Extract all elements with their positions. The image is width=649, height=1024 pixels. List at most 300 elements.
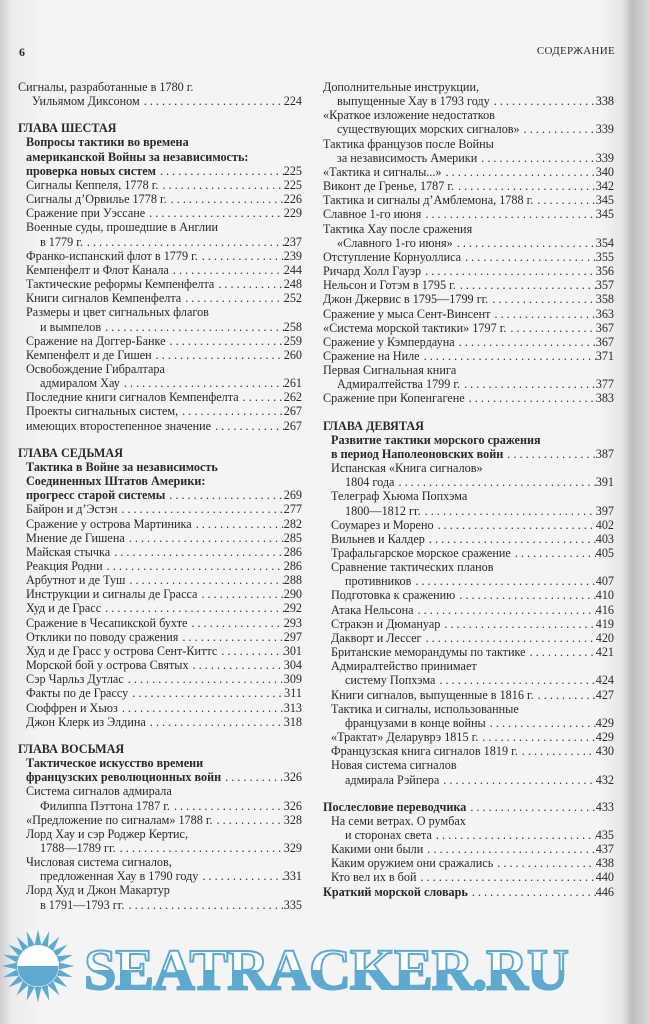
page-ref[interactable]: 292: [283, 601, 302, 616]
toc-entry[interactable]: [323, 179, 614, 193]
page-ref[interactable]: 354: [595, 235, 614, 250]
toc-entry[interactable]: [18, 883, 302, 911]
toc-entry-text: Развитие тактики морского сражения: [331, 432, 541, 447]
toc-entry-text: Филиппа Пэттона 1787 г.: [40, 798, 170, 813]
toc-entry[interactable]: [18, 855, 302, 883]
toc-entry-text: Инструкции и сигналы де Грасса: [26, 587, 198, 602]
toc-entry-text: Тактика и сигналы д’Амблемона, 1788 г.: [323, 193, 534, 208]
dot-leader: [420, 349, 596, 363]
toc-entry-text: Дополнительные инструкции,: [323, 80, 480, 94]
toc-entry[interactable]: [323, 250, 614, 264]
page-ref[interactable]: 440: [595, 870, 614, 885]
toc-entry[interactable]: [323, 80, 614, 108]
toc-entry[interactable]: [18, 277, 302, 291]
toc-entry-text: Сигналы д’Орвилье 1778 г.: [26, 192, 167, 207]
toc-entry-text: в 1779 г.: [40, 234, 83, 249]
page-ref[interactable]: 402: [595, 517, 614, 532]
page-ref[interactable]: 326: [283, 770, 302, 785]
dot-leader: [455, 588, 595, 602]
page-ref[interactable]: 363: [595, 306, 614, 321]
dot-leader: [170, 799, 284, 813]
dot-leader: [118, 701, 284, 715]
toc-entry[interactable]: [323, 730, 614, 744]
toc-entry[interactable]: [323, 363, 614, 391]
toc-entry[interactable]: [323, 532, 614, 546]
toc-entry-text: Франко-испанский флот в 1779 г.: [26, 248, 198, 263]
page-ref[interactable]: 252: [283, 291, 302, 306]
sun-ray: [8, 945, 23, 957]
toc-entry[interactable]: [323, 603, 614, 617]
page-ref[interactable]: 326: [283, 798, 302, 813]
toc-entry-text: Худ и де Грасс у острова Сент-Киттс: [26, 643, 218, 658]
toc-entry[interactable]: [18, 390, 302, 404]
dot-leader: [503, 447, 595, 461]
toc-entry-text: Тактика Хау после сражения: [323, 221, 473, 236]
toc-entry-text: Нельсон и Готэм в 1795 г.: [323, 278, 456, 293]
toc-entry-text: Морской бой у острова Святых: [26, 658, 189, 673]
chapter-heading: ГЛАВА ВОСЬМАЯ: [18, 741, 125, 756]
toc-entry[interactable]: [18, 305, 302, 333]
toc-entry[interactable]: [18, 404, 302, 418]
toc-entry-text: Кто вел их в бой: [331, 870, 417, 885]
toc-entry-text: Книги сигналов Кемпенфелта: [26, 291, 182, 306]
toc-entry[interactable]: [323, 842, 614, 856]
page-ref[interactable]: 297: [283, 629, 302, 644]
toc-entry-text: Проекты сигнальных систем,: [26, 404, 179, 419]
sun-ray: [17, 936, 29, 951]
toc-entry-text: Ричард Холл Гауэр: [323, 264, 422, 279]
toc-entry[interactable]: [18, 80, 302, 108]
dot-leader: [165, 488, 283, 502]
toc-entry-text: 1800—1812 гг.: [345, 503, 421, 518]
toc-entry[interactable]: [18, 178, 302, 192]
page-ref[interactable]: 340: [595, 164, 614, 179]
dot-leader: [189, 658, 284, 672]
page-ref[interactable]: 421: [595, 645, 614, 660]
toc-entry[interactable]: [18, 601, 302, 615]
toc-right-column: [323, 80, 614, 899]
toc-entry[interactable]: [323, 207, 614, 221]
toc-entry-text: Реакция Родни: [26, 559, 103, 573]
toc-entry-text: «Тактика и сигналы...»: [323, 164, 442, 179]
page-ref[interactable]: 286: [283, 559, 302, 573]
toc-entry-text: «Предложение по сигналам» 1788 г.: [26, 812, 213, 827]
toc-entry[interactable]: [18, 135, 302, 177]
toc-entry-text: 1804 года: [345, 475, 395, 490]
dot-leader: [192, 517, 284, 531]
toc-entry[interactable]: [323, 193, 614, 207]
toc-entry[interactable]: [323, 688, 614, 702]
page-ref[interactable]: 293: [283, 615, 302, 630]
toc-entry[interactable]: [323, 588, 614, 602]
toc-entry-text: Испанская «Книга сигналов»: [331, 461, 483, 476]
toc-entry[interactable]: [323, 137, 614, 165]
toc-entry[interactable]: [323, 278, 614, 292]
toc-entry-text: адмиралом Хау: [40, 376, 120, 391]
toc-entry-text: адмирала Рэйпера: [345, 772, 440, 787]
dot-leader: [187, 616, 283, 630]
toc-entry-text: Сражение на Ниле: [323, 348, 420, 363]
page-ref[interactable]: 403: [595, 531, 614, 546]
page-ref[interactable]: 387: [595, 446, 614, 461]
toc-entry-text: Байрон и д’Эстэн: [26, 502, 118, 517]
toc-entry-text: Сигналы Кеппеля, 1778 г.: [26, 177, 159, 192]
toc-entry[interactable]: [323, 307, 614, 321]
toc-entry-text: Тактика и сигналы, использованные: [331, 701, 519, 716]
toc-left-column: [18, 80, 302, 912]
toc-entry[interactable]: [323, 292, 614, 306]
page-ref[interactable]: 435: [595, 827, 614, 842]
toc-entry-text: Дакворт и Лессег: [331, 630, 422, 645]
dot-leader: [239, 390, 284, 404]
toc-entry-text: Тактика в Войне за независимость: [26, 459, 218, 474]
toc-entry[interactable]: [18, 249, 302, 263]
page-ref[interactable]: 430: [595, 744, 614, 759]
dot-leader: [440, 617, 595, 631]
page-ref[interactable]: 424: [595, 673, 614, 688]
toc-entry-text: Вопросы тактики во времена: [26, 135, 189, 150]
sun-ray: [57, 955, 73, 963]
dot-leader: [453, 236, 596, 250]
page-ref[interactable]: 329: [283, 840, 302, 855]
page-number: 6: [19, 45, 25, 59]
toc-entry-text: Последние книги сигналов Кемпенфелта: [26, 390, 239, 405]
toc-entry[interactable]: [323, 222, 614, 250]
toc-entry[interactable]: [18, 756, 302, 784]
page-ref[interactable]: 262: [283, 390, 302, 405]
page-ref[interactable]: 446: [595, 884, 614, 899]
toc-entry[interactable]: [18, 658, 302, 672]
dot-leader: [533, 193, 595, 207]
page-ref[interactable]: 225: [283, 163, 302, 178]
dot-leader: [198, 869, 283, 883]
dot-leader: [166, 334, 284, 348]
toc-entry[interactable]: [323, 659, 614, 687]
toc-entry-text: Сравнение тактических планов: [331, 560, 494, 575]
page-ref[interactable]: 407: [595, 574, 614, 589]
toc-entry-text: «Трактат» Деларуврэ 1815 г.: [331, 730, 479, 745]
dot-leader: [465, 391, 596, 405]
toc-entry-text: и вымпелов: [40, 319, 102, 334]
dot-leader: [117, 502, 283, 516]
toc-entry[interactable]: [18, 784, 302, 812]
page-ref[interactable]: 420: [595, 630, 614, 645]
dot-leader: [198, 249, 284, 263]
page-ref[interactable]: 383: [595, 391, 614, 406]
toc-entry[interactable]: [18, 672, 302, 686]
toc-entry[interactable]: [323, 870, 614, 884]
toc-entry-text: Кемпенфелт и де Гишен: [26, 347, 152, 362]
page-ref[interactable]: 405: [595, 546, 614, 560]
sun-ray: [53, 945, 68, 957]
dot-leader: [169, 263, 284, 277]
toc-entry-text: систему Попхэма: [345, 673, 436, 688]
toc-entry[interactable]: [18, 616, 302, 630]
toc-entry[interactable]: [18, 291, 302, 305]
page-ref[interactable]: 261: [283, 376, 302, 391]
dot-leader: [490, 94, 596, 108]
page-ref[interactable]: 416: [595, 602, 614, 617]
toc-entry-text: Майская стычка: [26, 544, 111, 559]
toc-entry[interactable]: [18, 263, 302, 277]
toc-entry-text: Тактика французов после Войны: [323, 136, 494, 151]
toc-entry[interactable]: [18, 715, 302, 729]
toc-entry[interactable]: [323, 349, 614, 363]
toc-entry[interactable]: [18, 206, 302, 220]
page-ref[interactable]: 367: [595, 334, 614, 349]
toc-entry-text: Арбутнот и де Туш: [26, 573, 126, 588]
toc-entry[interactable]: [323, 108, 614, 136]
running-title: СОДЕРЖАНИЕ: [536, 45, 615, 57]
toc-entry[interactable]: [323, 856, 614, 870]
toc-entry[interactable]: [18, 460, 302, 502]
toc-entry[interactable]: [18, 334, 302, 348]
toc-entry-text: в 1791—1793 гг.: [40, 897, 125, 912]
page-ref[interactable]: 438: [595, 856, 614, 871]
toc-entry[interactable]: [323, 617, 614, 631]
dot-leader: [217, 644, 283, 658]
toc-entry[interactable]: [323, 321, 614, 335]
toc-entry-text: Сражение на Доггер-Банке: [26, 333, 166, 348]
toc-entry[interactable]: [323, 335, 614, 349]
toc-entry-text: Первая Сигнальная книга: [323, 363, 457, 378]
toc-entry-text: Худ и де Грасс: [26, 601, 102, 616]
toc-entry[interactable]: [323, 800, 614, 814]
toc-entry[interactable]: [323, 264, 614, 278]
dot-leader: [486, 716, 596, 730]
page-ref[interactable]: 410: [595, 588, 614, 603]
toc-entry[interactable]: [18, 559, 302, 573]
toc-entry-text: Кемпенфелт и Флот Канала: [26, 262, 169, 277]
toc-entry-text: Соумарез и Морено: [331, 517, 434, 532]
toc-entry-text: проверка новых систем: [26, 163, 156, 178]
toc-entry[interactable]: [323, 702, 614, 730]
toc-entry[interactable]: [323, 560, 614, 588]
toc-entry-text: Соединенных Штатов Америки:: [26, 474, 206, 489]
toc-entry-text: Трафальгарское морское сражение: [331, 546, 511, 560]
toc-entry-text: Сражение в Чесапикской бухте: [26, 615, 188, 630]
toc-entry[interactable]: [323, 391, 614, 405]
dot-leader: [411, 574, 595, 588]
toc-entry[interactable]: [18, 573, 302, 587]
toc-entry-text: Подготовка к сражению: [331, 588, 456, 603]
watermark-text: SEATRACKER.RU: [84, 932, 644, 1008]
page-ref[interactable]: 224: [283, 94, 302, 109]
page-ref[interactable]: 335: [283, 897, 302, 912]
toc-entry[interactable]: [18, 517, 302, 531]
page-ref[interactable]: 277: [283, 502, 302, 517]
toc-entry[interactable]: [323, 814, 614, 842]
sun-ray: [3, 969, 19, 977]
toc-entry-text: Тактическое искусство времени: [26, 756, 204, 771]
dot-leader: [101, 320, 284, 334]
toc-entry[interactable]: [18, 686, 302, 700]
page-ref[interactable]: 311: [284, 686, 302, 701]
toc-entry[interactable]: [18, 531, 302, 545]
page-ref[interactable]: 433: [595, 799, 614, 814]
page-ref[interactable]: 367: [595, 320, 614, 335]
toc-entry-text: Сражение у мыса Сент-Винсент: [323, 306, 491, 321]
dot-leader: [214, 277, 283, 291]
toc-entry-text: Сражение при Уэссане: [26, 206, 146, 221]
page-ref[interactable]: 345: [595, 193, 614, 208]
dot-leader: [110, 545, 284, 559]
toc-entry-text: Размеры и цвет сигнальных флагов: [26, 305, 209, 320]
page-ref[interactable]: 282: [283, 516, 302, 531]
dot-leader: [213, 813, 284, 827]
dot-leader: [221, 770, 284, 784]
page-ref[interactable]: 328: [283, 812, 302, 827]
dot-leader: [518, 744, 596, 758]
toc-entry-text: Адмиралтейства 1799 г.: [337, 377, 461, 392]
dot-leader: [101, 601, 284, 615]
dot-leader: [434, 518, 596, 532]
toc-entry[interactable]: [18, 630, 302, 644]
toc-entry-text: Сигналы, разработанные в 1780 г.: [18, 80, 194, 94]
dot-leader: [478, 730, 595, 744]
page-ref[interactable]: 357: [595, 278, 614, 293]
dot-leader: [116, 841, 284, 855]
page-ref[interactable]: 285: [283, 530, 302, 545]
page-ref[interactable]: 237: [283, 234, 302, 249]
toc-entry-text: в период Наполеоновских войн: [331, 446, 504, 461]
sun-ray: [8, 976, 23, 988]
toc-entry[interactable]: [18, 419, 302, 433]
dot-leader: [432, 828, 596, 842]
page-ref[interactable]: 339: [595, 122, 614, 137]
toc-entry[interactable]: [323, 461, 614, 489]
toc-entry-text: и сторонах света: [345, 827, 432, 842]
toc-entry[interactable]: [18, 827, 302, 855]
dot-leader: [511, 546, 596, 560]
page-ref[interactable]: 269: [283, 488, 302, 503]
toc-entry[interactable]: [18, 362, 302, 390]
page-ref[interactable]: 371: [595, 348, 614, 363]
toc-entry[interactable]: [323, 758, 614, 786]
dot-leader: [442, 165, 596, 179]
page-ref[interactable]: 331: [283, 869, 302, 884]
toc-entry[interactable]: [18, 348, 302, 362]
dot-leader: [534, 688, 596, 702]
page-ref[interactable]: 432: [595, 772, 614, 787]
toc-entry[interactable]: [18, 587, 302, 601]
toc-entry-text: прогресс старой системы: [26, 488, 166, 503]
toc-entry-text: «Система морской тактики» 1797 г.: [323, 320, 507, 335]
page-ref[interactable]: 355: [595, 249, 614, 264]
toc-entry[interactable]: [18, 220, 302, 248]
page-ref[interactable]: 260: [283, 347, 302, 362]
toc-entry-text: Вильнев и Калдер: [331, 531, 425, 546]
page-ref[interactable]: 226: [283, 192, 302, 207]
page-ref[interactable]: 377: [595, 377, 614, 392]
toc-entry-text: Тактические реформы Кемпенфелта: [26, 277, 215, 292]
page-ref[interactable]: 419: [595, 616, 614, 631]
page-ref[interactable]: 339: [595, 150, 614, 165]
dot-leader: [124, 672, 284, 686]
toc-entry[interactable]: [18, 813, 302, 827]
toc-entry-text: Отклики по поводу сражения: [26, 629, 179, 644]
dot-leader: [158, 178, 283, 192]
toc-entry[interactable]: [18, 644, 302, 658]
page-ref[interactable]: 288: [283, 573, 302, 588]
dot-leader: [477, 151, 596, 165]
toc-entry-text: Сэр Чарльз Дутлас: [26, 672, 124, 687]
toc-entry-text: французами в конце войны: [345, 715, 486, 730]
toc-entry[interactable]: [323, 631, 614, 645]
dot-leader: [422, 631, 596, 645]
page-ref[interactable]: 301: [283, 643, 302, 658]
dot-leader: [416, 870, 595, 884]
page-ref[interactable]: 437: [595, 842, 614, 857]
page-ref[interactable]: 267: [283, 418, 302, 433]
toc-entry[interactable]: [18, 701, 302, 715]
page-ref[interactable]: 391: [595, 475, 614, 490]
page-ref[interactable]: 259: [283, 333, 302, 348]
page-ref[interactable]: 225: [283, 177, 302, 192]
sun-ray: [35, 930, 42, 945]
toc-entry-text: Сражение у Кэмпердауна: [323, 334, 455, 349]
toc-entry[interactable]: [323, 433, 614, 461]
page-ref[interactable]: 427: [595, 687, 614, 702]
toc-entry[interactable]: [323, 165, 614, 179]
dot-leader: [423, 842, 595, 856]
page-ref[interactable]: 248: [283, 277, 302, 292]
page-ref[interactable]: 309: [283, 672, 302, 687]
page-ref[interactable]: 239: [283, 248, 302, 263]
toc-entry-text: Военные суды, прошедшие в Англии: [26, 220, 219, 235]
toc-entry-text: французских революционных войн: [26, 770, 222, 785]
page-ref[interactable]: 342: [595, 179, 614, 194]
toc-entry-text: Мнение де Гишена: [26, 530, 125, 545]
toc-entry[interactable]: [18, 545, 302, 559]
toc-entry[interactable]: [18, 192, 302, 206]
page-ref[interactable]: 345: [595, 207, 614, 222]
sun-ray: [27, 985, 35, 1001]
toc-entry-text: Освобождение Гибралтара: [26, 361, 165, 376]
page-ref[interactable]: 286: [283, 544, 302, 559]
page-ref[interactable]: 267: [283, 404, 302, 419]
page-ref[interactable]: 244: [283, 262, 302, 277]
dot-leader: [103, 559, 284, 573]
dot-leader: [156, 164, 284, 178]
toc-entry[interactable]: [323, 744, 614, 758]
page-ref[interactable]: 429: [595, 730, 614, 745]
sun-ray: [48, 936, 60, 951]
page-ref[interactable]: 290: [283, 587, 302, 602]
page-ref[interactable]: 338: [595, 94, 614, 109]
toc-entry[interactable]: [323, 885, 614, 899]
toc-entry[interactable]: [323, 546, 614, 560]
toc-entry[interactable]: [323, 489, 614, 517]
page-ref[interactable]: 358: [595, 292, 614, 307]
dot-leader: [421, 264, 596, 278]
toc-entry-text: Числовая система сигналов,: [26, 855, 172, 870]
page-ref[interactable]: 313: [283, 700, 302, 715]
toc-entry-text: Телеграф Хьюма Попхэма: [331, 489, 468, 504]
toc-entry[interactable]: [323, 645, 614, 659]
toc-entry[interactable]: [323, 518, 614, 532]
page-ref[interactable]: 318: [283, 714, 302, 729]
page-ref[interactable]: 258: [283, 319, 302, 334]
page-ref[interactable]: 229: [283, 206, 302, 221]
page-ref[interactable]: 397: [595, 503, 614, 518]
page-ref[interactable]: 429: [595, 715, 614, 730]
page-ref[interactable]: 304: [283, 658, 302, 673]
toc-entry-text: 1788—1789 гг.: [40, 840, 116, 855]
toc-entry[interactable]: [18, 502, 302, 516]
sun-ray: [48, 981, 60, 996]
page-ref[interactable]: 356: [595, 264, 614, 279]
